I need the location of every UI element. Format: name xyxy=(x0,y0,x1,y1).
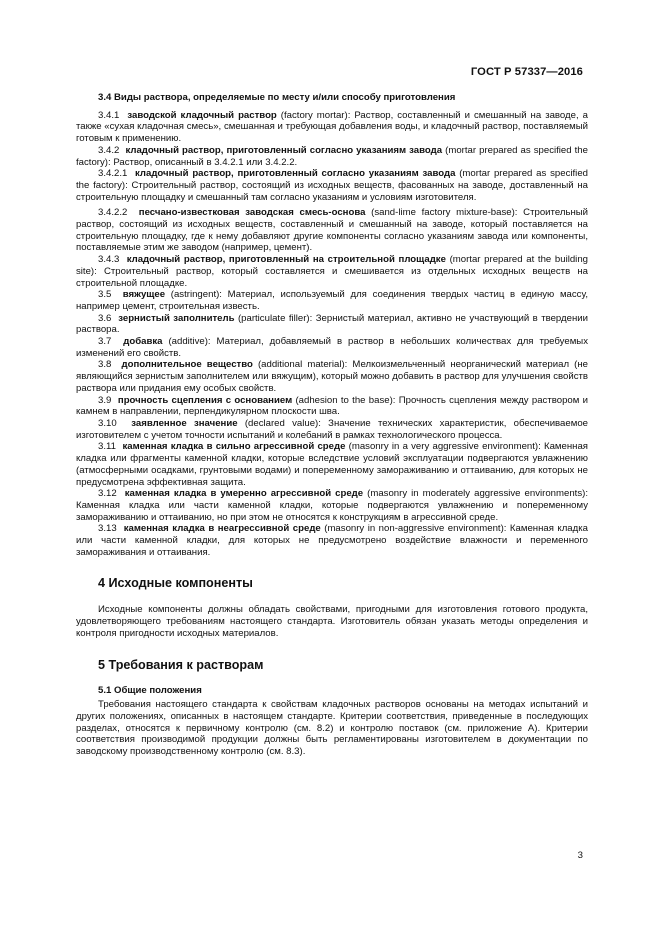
definition-item: 3.4.1 заводской кладочный раствор (factory mortar): Раствор, составленный и смешанный на заводе, а также «сухая кладочная смесь», смешанная и требующая добавления воды, и кладочный раствор, поставляемый готовым к применению. xyxy=(76,109,588,145)
definition-item: 3.6 зернистый заполнитель (particulate filler): Зернистый материал, активно не участвующий в твердении раствора. xyxy=(76,312,588,336)
section-5-1-body: Требования настоящего стандарта к свойствам кладочных растворов основаны на методах испытаний и других положениях, описанных в настоящем стандарте. Критерии соответствия, приведенные в последующих разделах, относятся к первичному контролю (см. 8.2) и контролю поставок (см. приложение А). Критерии соответствия производимой продукции должны быть регламентированы изготовителем в документации по заводскому производственному контролю (см. 8.3). xyxy=(76,699,588,758)
section-4-body: Исходные компоненты должны обладать свойствами, пригодными для изготовления готового продукта, удовлетворяющего требованиям настоящего стандарта. Изготовитель обязан указать методы определения и контроля пригодности исходных материалов. xyxy=(76,604,588,639)
definition-item: 3.11 каменная кладка в сильно агрессивной среде (masonry in a very aggressive environment): Каменная кладка или фрагменты каменной кладки, которые вследствие условий эксплуатации подвергаются увлажнению (атмосферными осадками, грунтовыми водами) и попеременному замораживанию и оттаиванию, для которых не предусмотрена эффективная защита. xyxy=(76,441,588,488)
definitions-list xyxy=(76,110,588,559)
definition-item: 3.4.2.1 кладочный раствор, приготовленный согласно указаниям завода (mortar prepared as specified the factory): Строительный раствор, состоящий из исходных веществ, фасованных на заводе, доставленный на строительную площадку и смешанный там согласно указаниям и условиям изготовителя. xyxy=(76,168,588,203)
definition-item: 3.13 каменная кладка в неагрессивной среде (masonry in non-aggressive environment): Каменная кладка или части каменной кладки, для которых не предусмотрено воздействие влажности и переменного замораживания и оттаивания. xyxy=(76,523,588,558)
definition-item: 3.4.2 кладочный раствор, приготовленный согласно указаниям завода (mortar prepared as specified the factory): Раствор, описанный в 3.4.2.1 или 3.4.2.2. xyxy=(76,144,588,168)
page-number: 3 xyxy=(577,850,583,861)
definition-item: 3.10 заявленное значение (declared value): Значение технических характеристик, обеспечиваемое изготовителем с учетом точности испытаний и колебаний в рамках технологического процесса. xyxy=(76,417,588,441)
definition-item: 3.9 прочность сцепления с основанием (adhesion to the base): Прочность сцепления между раствором и камнем в направлении, перпендикулярном плоскости шва. xyxy=(76,394,588,418)
definition-item: 3.7 добавка (additive): Материал, добавляемый в раствор в небольших количествах для требуемых изменений его свойств. xyxy=(76,336,588,359)
definition-item: 3.12 каменная кладка в умеренно агрессивной среде (masonry in moderately aggressive environments): Каменная кладка или части каменной кладки, которые подвергаются увлажнению и попеременному замораживанию и оттаиванию, но при этом не относятся к конструкциям в агрессивной среде. xyxy=(76,488,588,523)
section-5-1-heading: 5.1 Общие положения xyxy=(98,684,202,696)
definition-item: 3.5 вяжущее (astringent): Материал, используемый для соединения твердых частиц в единую массу, например цемент, строительная известь. xyxy=(76,289,588,312)
document-id: ГОСТ Р 57337—2016 xyxy=(470,66,583,78)
section-5-heading: 5 Требования к растворам xyxy=(98,657,264,672)
section-4-heading: 4 Исходные компоненты xyxy=(98,576,253,591)
section-3-4-heading: 3.4 Виды раствора, определяемые по месту и/или способу приготовления xyxy=(98,92,456,103)
definition-item: 3.4.2.2 песчано-известковая заводская смесь-основа (sand-lime factory mixture-base): Строительный раствор, состоящий из исходных веществ, составленный и смешанный на заводе, который поставляется на строительную площадку, где к нему добавляют другие компоненты согласно указаниям завода или компоненты, поставляемые этим же заводом (например, цемент). xyxy=(76,207,588,254)
definition-item: 3.8 дополнительное вещество (additional material): Мелкоизмельченный неорганический материал (не являющийся зернистым заполнителем или вяжущим), который можно добавить в раствор для улучшения свойств раствора или придания ему особых свойств. xyxy=(76,359,588,394)
definition-item: 3.4.3 кладочный раствор, приготовленный на строительной площадке (mortar prepared at the building site): Строительный раствор, который составляется и смешивается из отдельных исходных веществ на строительной площадке. xyxy=(76,254,588,289)
document-body xyxy=(76,92,588,758)
